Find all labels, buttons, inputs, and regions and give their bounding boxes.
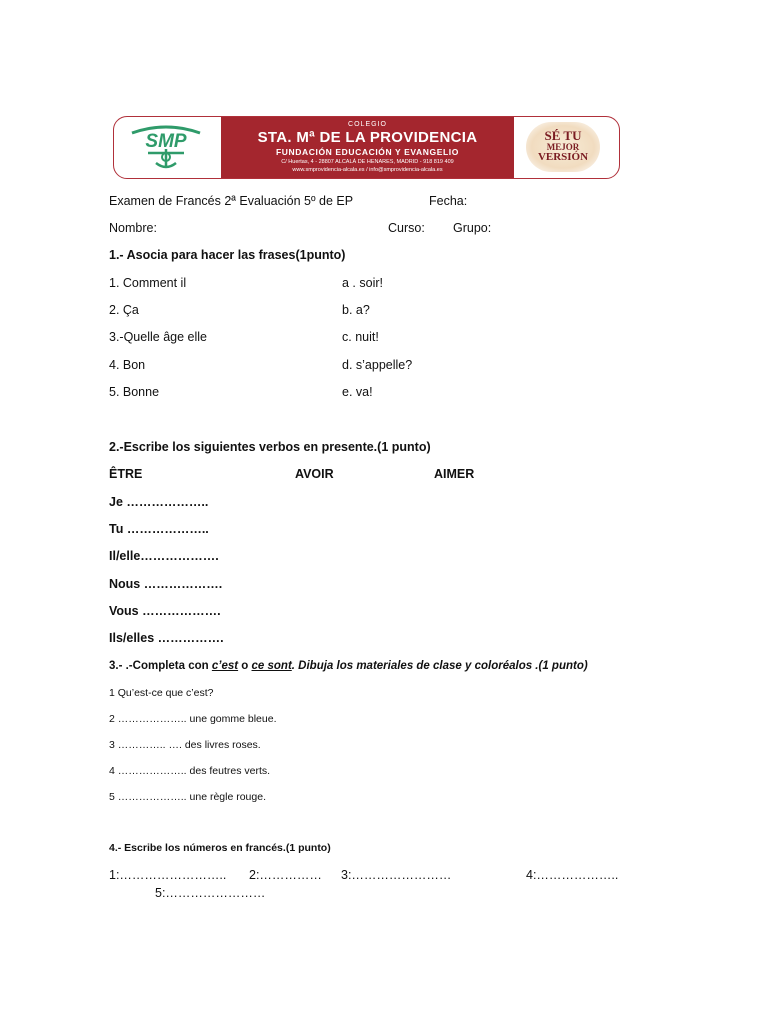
slogan-line-3: VERSIÓN bbox=[537, 151, 589, 163]
pronoun-line: Ils/elles ……………. bbox=[109, 631, 224, 645]
pronoun-line: Tu ……………….. bbox=[109, 522, 209, 536]
q1-left-item: 1. Comment il bbox=[109, 276, 187, 290]
q3-item: 2 ……………….. une gomme bleue. bbox=[109, 713, 277, 725]
q4-heading: 4.- Escribe los números en francés.(1 punto) bbox=[109, 842, 331, 854]
school-name: STA. Mª DE LA PROVIDENCIA bbox=[257, 129, 478, 146]
q3-heading-part: o bbox=[238, 660, 252, 672]
exam-title: Examen de Francés 2ª Evaluación 5º de EP bbox=[109, 194, 354, 208]
nombre-label: Nombre: bbox=[109, 221, 157, 235]
colegio-label: COLEGIO bbox=[348, 121, 387, 128]
number-5-line: 5:…………………… bbox=[155, 886, 266, 900]
slogan-badge bbox=[526, 122, 600, 172]
pronoun-line: Vous ………………. bbox=[109, 604, 221, 618]
verb-aimer: AIMER bbox=[434, 467, 475, 481]
number-1-line: 1:…………………….. bbox=[109, 868, 227, 882]
curso-label: Curso: bbox=[388, 221, 425, 235]
school-header-banner bbox=[113, 116, 620, 179]
slogan-line-2: MEJOR bbox=[546, 142, 580, 152]
q1-right-item: c. nuit! bbox=[342, 330, 379, 344]
q3-item: 1 Qu’est-ce que c’est? bbox=[109, 687, 214, 699]
q3-heading-part: 3.- .-Completa con bbox=[109, 660, 212, 672]
foundation-name: FUNDACIÓN EDUCACIÓN Y EVANGELIO bbox=[276, 147, 459, 157]
q1-right-item: a . soir! bbox=[342, 276, 383, 290]
q3-cesont: ce sont bbox=[251, 660, 292, 672]
q3-heading bbox=[109, 660, 588, 672]
school-title-panel bbox=[221, 117, 514, 178]
logo-text: SMP bbox=[145, 131, 187, 152]
q3-item: 4 ……………….. des feutres verts. bbox=[109, 765, 271, 777]
school-web: www.smprovidencia-alcala.es / info@smprovidencia-alcala.es bbox=[292, 167, 443, 173]
pronoun-line: Il/elle………………. bbox=[109, 549, 219, 563]
q1-left-item: 4. Bon bbox=[109, 358, 146, 372]
q1-left-item: 3.-Quelle âge elle bbox=[109, 330, 207, 344]
pronoun-line: Nous ………………. bbox=[109, 577, 223, 591]
q1-right-item: e. va! bbox=[342, 385, 373, 399]
number-4-line: 4:……………….. bbox=[526, 868, 619, 882]
grupo-label: Grupo: bbox=[453, 221, 492, 235]
q1-heading: 1.- Asocia para hacer las frases(1punto) bbox=[109, 248, 346, 262]
q1-right-item: b. a? bbox=[342, 303, 370, 317]
verb-avoir: AVOIR bbox=[295, 467, 334, 481]
q3-item: 3 ………….. …. des livres roses. bbox=[109, 739, 261, 751]
q1-right-item: d. s’appelle? bbox=[342, 358, 413, 372]
number-3-line: 3:…………………… bbox=[341, 868, 452, 882]
fecha-label: Fecha: bbox=[429, 194, 468, 208]
q1-left-item: 2. Ça bbox=[109, 303, 139, 317]
school-address: C/ Huertas, 4 - 28807 ALCALÁ DE HENARES, MADRID - 918 819 409 bbox=[281, 159, 454, 165]
number-2-line: 2:…………… bbox=[249, 868, 322, 882]
pronoun-line: Je ……………….. bbox=[109, 495, 209, 509]
verb-etre: ÊTRE bbox=[109, 467, 143, 481]
q3-heading-part: . Dibuja los materiales de clase y coloréalos .(1 punto) bbox=[291, 660, 588, 672]
slogan-line-1: SÉ TU bbox=[544, 128, 582, 143]
school-logo bbox=[126, 123, 206, 171]
q3-item: 5 ……………….. une règle rouge. bbox=[109, 791, 266, 803]
q2-heading: 2.-Escribe los siguientes verbos en presente.(1 punto) bbox=[109, 440, 431, 454]
q1-left-item: 5. Bonne bbox=[109, 385, 160, 399]
q3-cest: c’est bbox=[211, 660, 239, 672]
